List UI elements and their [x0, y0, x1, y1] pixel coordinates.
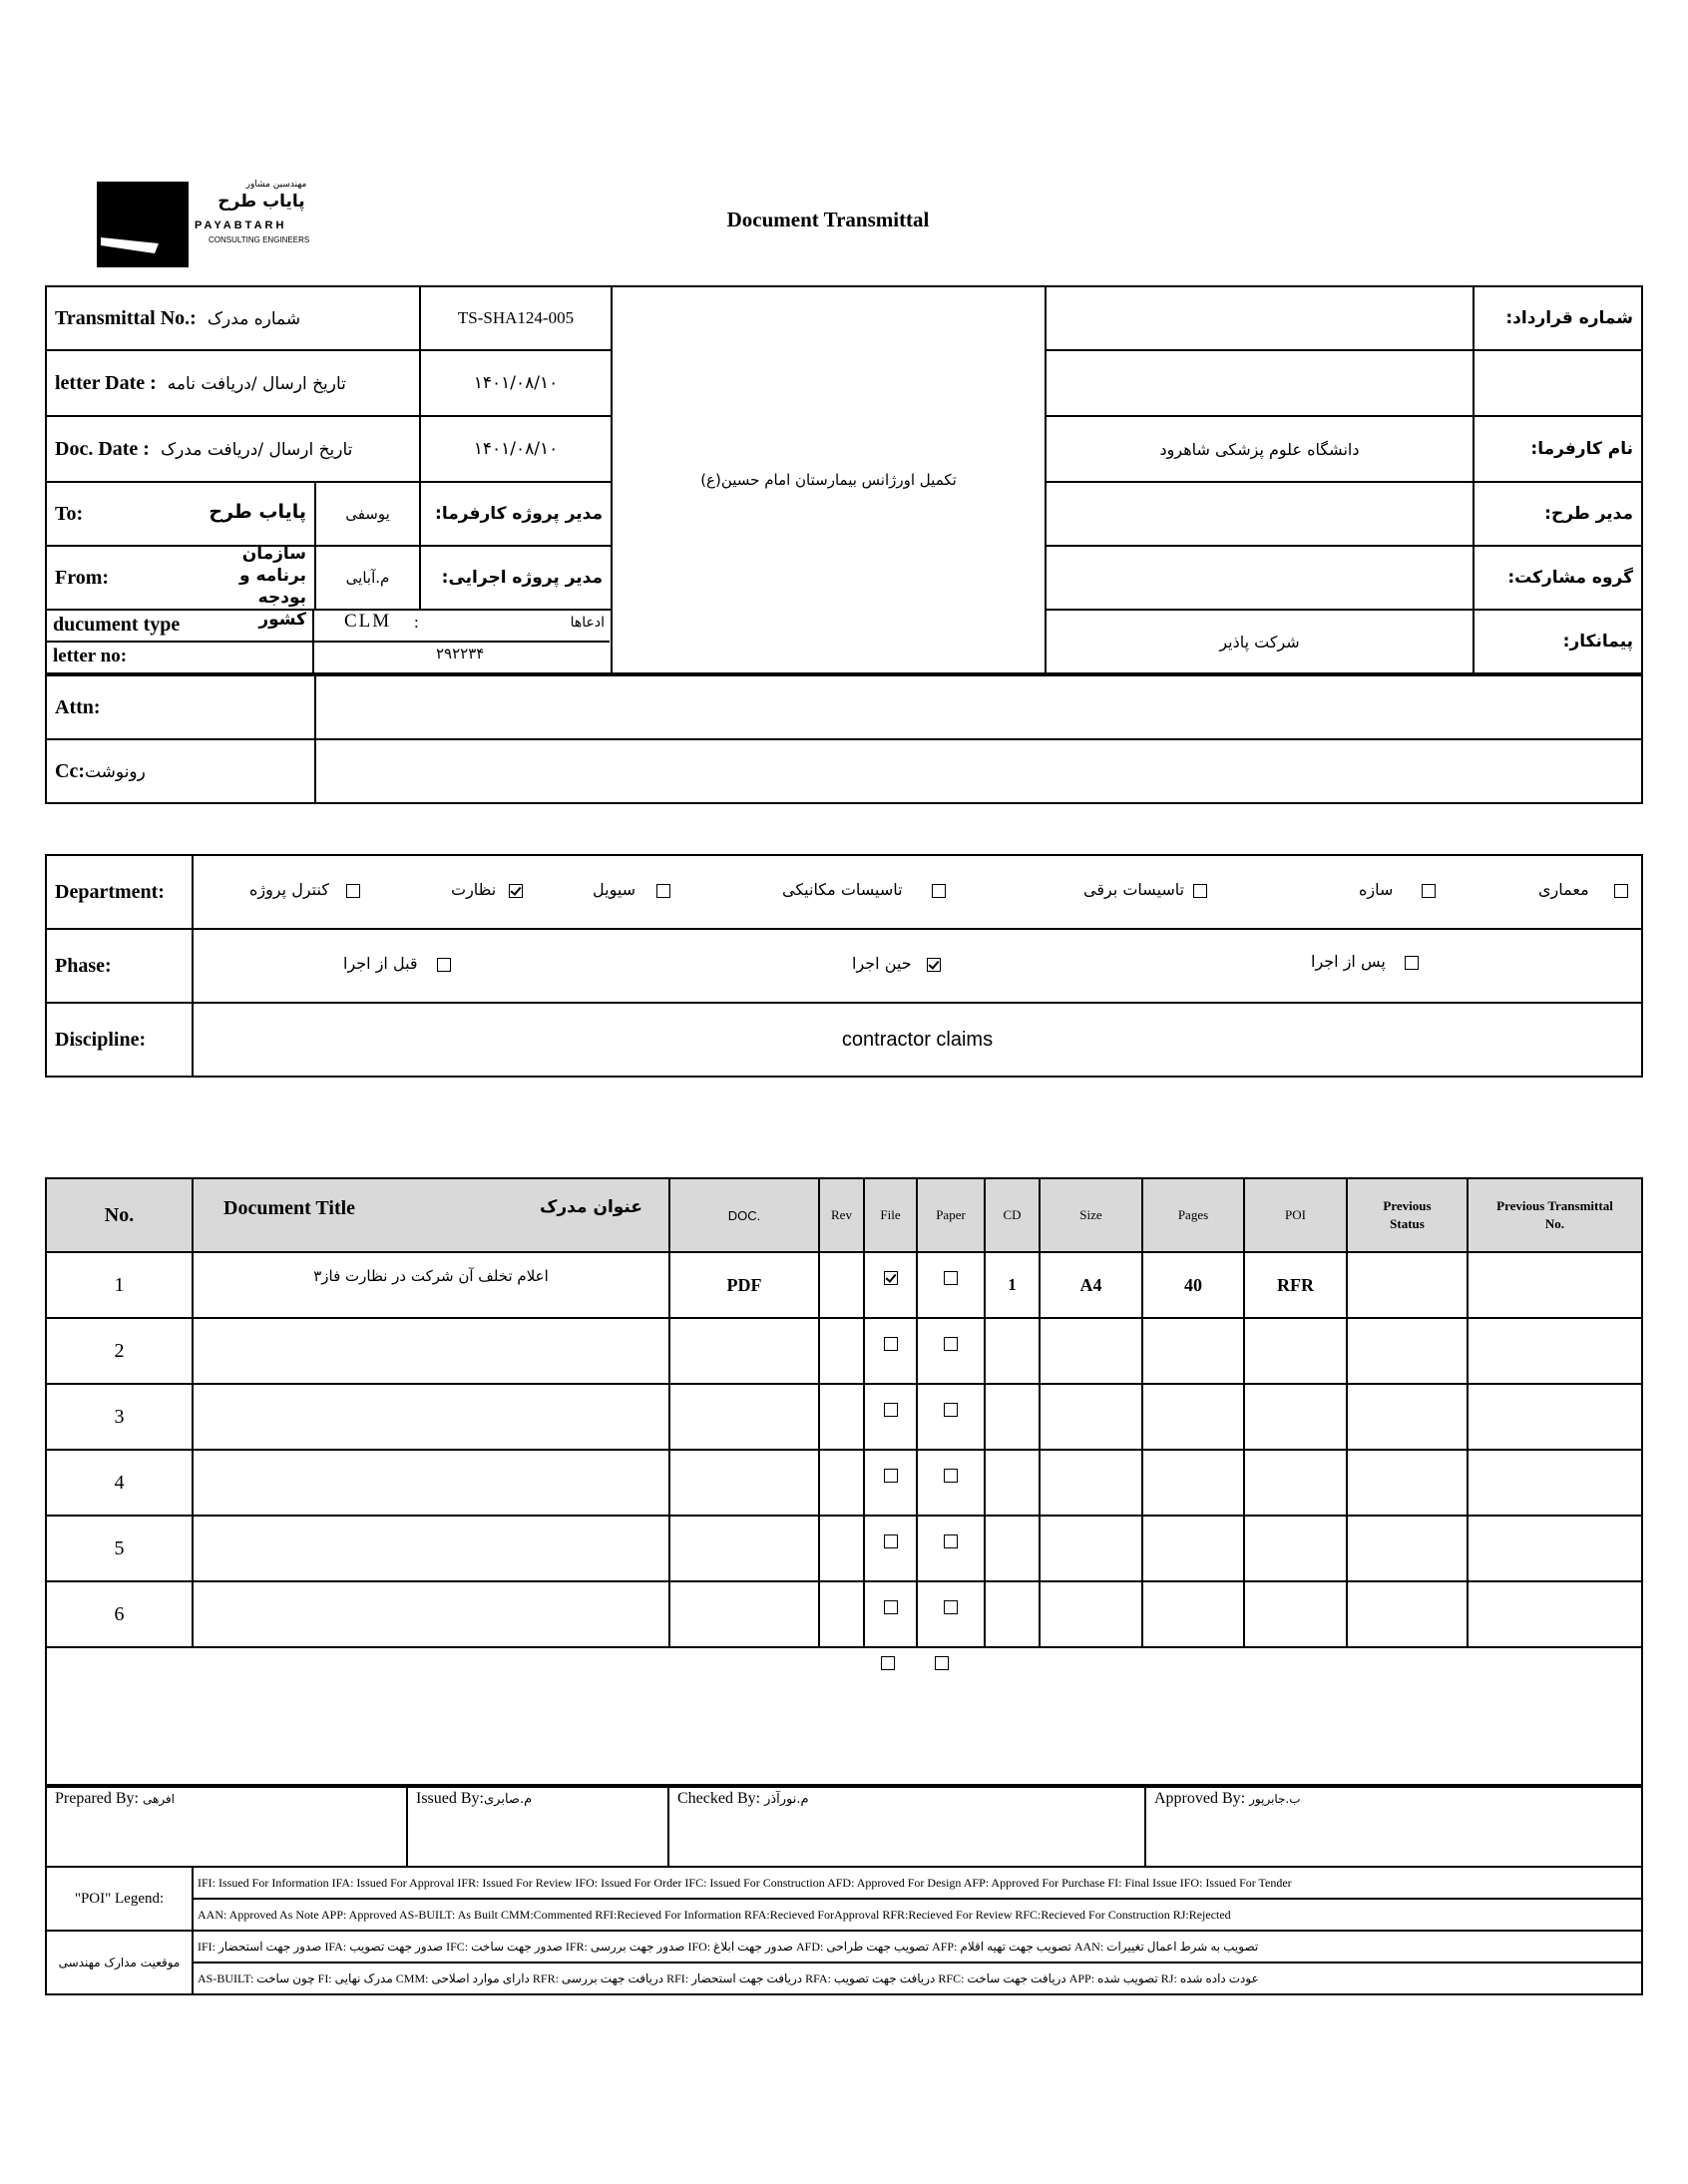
transmittal-no-label: Transmittal No.: شماره مدرک [46, 286, 420, 350]
checkbox-icon[interactable] [944, 1337, 958, 1351]
dept-project-control[interactable]: کنترل پروژه [249, 880, 360, 899]
table-row [46, 1318, 1642, 1384]
row-file [864, 1384, 917, 1450]
poi-legend-line-2: AAN: Approved As Note APP: Approved AS-BUILT: As Built CMM:Commented RFI:Recieved For Information RFA:Recieved ForApproval RFR:Recieved For Review RFC:Recieved For Construction RJ:Rejected [193, 1899, 1642, 1931]
employer-value: دانشگاه علوم پزشکی شاهرود [1046, 416, 1474, 482]
row-paper [917, 1384, 985, 1450]
row-number: 6 [46, 1581, 193, 1647]
row-pages: 40 [1142, 1252, 1244, 1318]
doc-type-label: ducument type [53, 614, 181, 636]
row-number: 3 [46, 1384, 193, 1450]
checkbox-icon[interactable] [656, 884, 670, 898]
row-cd [985, 1384, 1040, 1450]
row-pages [1142, 1384, 1244, 1450]
checkbox-checked-icon[interactable] [884, 1271, 898, 1285]
row-poi: RFR [1244, 1252, 1347, 1318]
row-size [1040, 1581, 1142, 1647]
phase-options [193, 929, 1642, 1003]
checkbox-icon[interactable] [1614, 884, 1628, 898]
letter-date-label: letter Date : تاریخ ارسال /دریافت نامه [46, 350, 420, 416]
logo-mark-icon [97, 182, 189, 267]
row-title [193, 1318, 669, 1384]
prepared-by-cell: Prepared By: افرهی [46, 1785, 407, 1867]
row-previous-transmittal [1468, 1450, 1642, 1516]
row-rev [819, 1384, 864, 1450]
row-rev [819, 1450, 864, 1516]
row-pages [1142, 1516, 1244, 1581]
approved-by-cell: Approved By: ب.جابرپور [1145, 1785, 1642, 1867]
row-previous-status [1347, 1384, 1468, 1450]
row-doc [669, 1450, 819, 1516]
client-pm-value: یوسفی [315, 482, 420, 546]
row-cd [985, 1450, 1040, 1516]
status-legend-label: موقعیت مدارک مهندسی [46, 1931, 193, 1994]
checked-by-cell: Checked By: م.نورآذر [668, 1785, 1145, 1867]
row-poi [1244, 1450, 1347, 1516]
row-previous-status [1347, 1318, 1468, 1384]
contract-no-value [1046, 286, 1474, 350]
row-previous-transmittal [1468, 1384, 1642, 1450]
table-row [46, 1450, 1642, 1516]
row-size [1040, 1384, 1142, 1450]
dept-civil[interactable]: سیویل [593, 880, 670, 899]
doc-date-value: ۱۴۰۱/۰۸/۱۰ [420, 416, 612, 482]
checkbox-icon[interactable] [437, 958, 451, 972]
department-options [193, 855, 1642, 929]
col-previous-transmittal: Previous Transmittal No. [1468, 1178, 1642, 1252]
cc-value [315, 739, 1642, 803]
documents-extra-area [46, 1647, 1642, 1787]
phase-before-execution[interactable]: قبل از اجرا [343, 954, 451, 973]
table-row [46, 1252, 1642, 1318]
checkbox-icon[interactable] [944, 1600, 958, 1614]
col-paper: Paper [917, 1178, 985, 1252]
discipline-value: contractor claims [193, 1003, 1642, 1077]
doc-type-sep: : [414, 613, 419, 632]
checkbox-icon[interactable] [1193, 884, 1207, 898]
checkbox-icon[interactable] [944, 1271, 958, 1285]
row-number: 4 [46, 1450, 193, 1516]
row-doc [669, 1516, 819, 1581]
row-file [864, 1516, 917, 1581]
status-legend-line-1: IFI: صدور جهت استحضار IFA: صدور جهت تصویب IFC: صدور جهت ساخت IFR: صدور جهت بررسی IFO: صدور جهت ابلاغ AFD: تصویب جهت طراحی AFP: تصویب جهت تهیه اقلام AAN: تصویب به شرط اعمال تغییرات [193, 1931, 1642, 1963]
checkbox-icon[interactable] [884, 1469, 898, 1483]
dept-mechanical[interactable]: تاسیسات مکانیکی [782, 880, 946, 899]
row-previous-status [1347, 1516, 1468, 1581]
row-previous-transmittal [1468, 1252, 1642, 1318]
table-row [46, 1384, 1642, 1450]
row-title: اعلام تخلف آن شرکت در نظارت فاز۳ [193, 1252, 669, 1318]
checkbox-checked-icon[interactable] [509, 884, 523, 898]
checkbox-icon[interactable] [944, 1534, 958, 1548]
row-doc: PDF [669, 1252, 819, 1318]
department-label: Department: [46, 855, 193, 929]
documents-table [45, 1177, 1643, 1788]
exec-pm-label: مدیر پروژه اجرایی: [420, 546, 612, 610]
row-file [864, 1581, 917, 1647]
employer-label: نام کارفرما: [1474, 416, 1642, 482]
table-row [46, 1516, 1642, 1581]
poi-legend-line-1: IFI: Issued For Information IFA: Issued For Approval IFR: Issued For Review IFO: Issued For Order IFC: Issued For Construction AFD: Approved For Design AFP: Approved For Purchase FI: Final Issue IFO: Issued For Tender [193, 1867, 1642, 1899]
col-pages: Pages [1142, 1178, 1244, 1252]
col-doc: DOC. [669, 1178, 819, 1252]
to-cell [46, 482, 315, 546]
phase-after-execution[interactable]: پس از اجرا [1311, 952, 1419, 971]
row-number: 2 [46, 1318, 193, 1384]
header-empty-cell [1474, 350, 1642, 416]
letter-no-value: ۲۹۲۲۳۴ [436, 645, 485, 662]
dept-electrical[interactable]: تاسیسات برقی [1083, 880, 1207, 899]
letter-no-label: letter no: [53, 646, 128, 666]
row-rev [819, 1252, 864, 1318]
col-previous-status: Previous Status [1347, 1178, 1468, 1252]
attn-cc-table [45, 674, 1643, 804]
row-size [1040, 1318, 1142, 1384]
row-previous-status [1347, 1581, 1468, 1647]
doc-type-code: CLM [344, 611, 392, 632]
col-cd: CD [985, 1178, 1040, 1252]
col-file: File [864, 1178, 917, 1252]
checkbox-icon[interactable] [881, 1656, 895, 1670]
row-previous-transmittal [1468, 1581, 1642, 1647]
plan-manager-value [1046, 482, 1474, 546]
from-label: From: [55, 566, 110, 589]
row-size [1040, 1516, 1142, 1581]
logo-name-en: PAYABTARH [195, 219, 287, 231]
doc-type-letter-cell [46, 610, 612, 673]
checkbox-icon[interactable] [884, 1403, 898, 1417]
letter-date-value: ۱۴۰۱/۰۸/۱۰ [420, 350, 612, 416]
checkbox-icon[interactable] [944, 1469, 958, 1483]
attn-value [315, 675, 1642, 739]
row-pages [1142, 1581, 1244, 1647]
documents-table-body [46, 1252, 1642, 1647]
contract-no-label: شماره قرارداد: [1474, 286, 1642, 350]
doc-type-fa: ادعاها [570, 615, 606, 631]
col-title-fa: عنوان مدرک [539, 1197, 642, 1217]
row-previous-status [1347, 1450, 1468, 1516]
col-no: No. [46, 1178, 193, 1252]
row-file [864, 1252, 917, 1318]
checkbox-icon[interactable] [1405, 956, 1419, 970]
row-cd [985, 1581, 1040, 1647]
phase-label: Phase: [46, 929, 193, 1003]
row-rev [819, 1581, 864, 1647]
row-previous-transmittal [1468, 1516, 1642, 1581]
row-poi [1244, 1516, 1347, 1581]
checkbox-icon[interactable] [944, 1403, 958, 1417]
logo-top-line: مهندسین مشاور [245, 180, 307, 190]
dept-structure[interactable]: سازه [1359, 880, 1436, 899]
row-doc [669, 1318, 819, 1384]
col-rev: Rev [819, 1178, 864, 1252]
discipline-label: Discipline: [46, 1003, 193, 1077]
cc-label: Cc:رونوشت [46, 739, 315, 803]
row-size [1040, 1450, 1142, 1516]
to-label: To: [55, 502, 84, 525]
logo-tagline: CONSULTING ENGINEERS [209, 235, 310, 244]
doc-date-label: Doc. Date : تاریخ ارسال /دریافت مدرک [46, 416, 420, 482]
header-empty-cell [1046, 350, 1474, 416]
poi-legend-label: "POI" Legend: [46, 1867, 193, 1931]
row-paper [917, 1516, 985, 1581]
row-number: 5 [46, 1516, 193, 1581]
row-paper [917, 1318, 985, 1384]
project-name: تکمیل اورژانس بیمارستان امام حسین(ع) [612, 286, 1046, 673]
legend-table [45, 1866, 1643, 1995]
row-cd [985, 1516, 1040, 1581]
row-title [193, 1384, 669, 1450]
checkbox-icon[interactable] [935, 1656, 949, 1670]
plan-manager-label: مدیر طرح: [1474, 482, 1642, 546]
table-row [46, 1581, 1642, 1647]
row-pages [1142, 1318, 1244, 1384]
issued-by-cell: Issued By:م.صابری [407, 1785, 668, 1867]
checkbox-checked-icon[interactable] [927, 958, 941, 972]
row-title [193, 1516, 669, 1581]
dept-supervision[interactable]: نظارت [451, 880, 523, 899]
row-size: A4 [1040, 1252, 1142, 1318]
col-document-title [193, 1178, 669, 1252]
dept-architecture[interactable]: معماری [1538, 880, 1628, 899]
row-cd: 1 [985, 1252, 1040, 1318]
signatures-table [45, 1784, 1643, 1868]
row-poi [1244, 1318, 1347, 1384]
row-title [193, 1450, 669, 1516]
client-pm-label: مدیر پروژه کارفرما: [420, 482, 612, 546]
row-pages [1142, 1450, 1244, 1516]
row-poi [1244, 1384, 1347, 1450]
row-number: 1 [46, 1252, 193, 1318]
partner-label: گروه مشارکت: [1474, 546, 1642, 610]
checkbox-icon[interactable] [346, 884, 360, 898]
status-legend-line-2: AS-BUILT: چون ساخت FI: مدرک نهایی CMM: دارای موارد اصلاحی RFR: دریافت جهت بررسی RFI: دریافت جهت استحضار RFA: دریافت جهت تصویب RFC: دریافت جهت ساخت APP: تصویب شده RJ: عودت داده شده [193, 1963, 1642, 1994]
checkbox-icon[interactable] [884, 1600, 898, 1614]
from-value: سازمان برنامه و بودجه کشور [238, 544, 306, 630]
row-doc [669, 1581, 819, 1647]
col-poi: POI [1244, 1178, 1347, 1252]
checkbox-icon[interactable] [884, 1337, 898, 1351]
page-title: Document Transmittal [726, 208, 930, 231]
header-table [45, 285, 1643, 674]
logo-name-fa: پایاب طرح [217, 192, 305, 212]
phase-during-execution[interactable]: حین اجرا [852, 954, 941, 973]
row-rev [819, 1318, 864, 1384]
row-file [864, 1318, 917, 1384]
row-previous-status [1347, 1252, 1468, 1318]
attn-label: Attn: [46, 675, 315, 739]
company-logo [97, 180, 326, 269]
transmittal-no-value: TS-SHA124-005 [420, 286, 612, 350]
row-paper [917, 1252, 985, 1318]
row-file [864, 1450, 917, 1516]
col-title-en: Document Title [223, 1197, 356, 1219]
exec-pm-value: م.آبایی [315, 546, 420, 610]
contractor-label: پیمانکار: [1474, 610, 1642, 673]
checkbox-icon[interactable] [884, 1534, 898, 1548]
classification-table [45, 854, 1643, 1078]
col-size: Size [1040, 1178, 1142, 1252]
row-doc [669, 1384, 819, 1450]
row-cd [985, 1318, 1040, 1384]
row-previous-transmittal [1468, 1318, 1642, 1384]
row-rev [819, 1516, 864, 1581]
row-paper [917, 1450, 985, 1516]
row-paper [917, 1581, 985, 1647]
contractor-value: شرکت پاذیر [1046, 610, 1474, 673]
partner-value [1046, 546, 1474, 610]
row-poi [1244, 1581, 1347, 1647]
row-title [193, 1581, 669, 1647]
checkbox-icon[interactable] [1422, 884, 1436, 898]
checkbox-icon[interactable] [932, 884, 946, 898]
to-value: پایاب طرح [209, 501, 306, 523]
